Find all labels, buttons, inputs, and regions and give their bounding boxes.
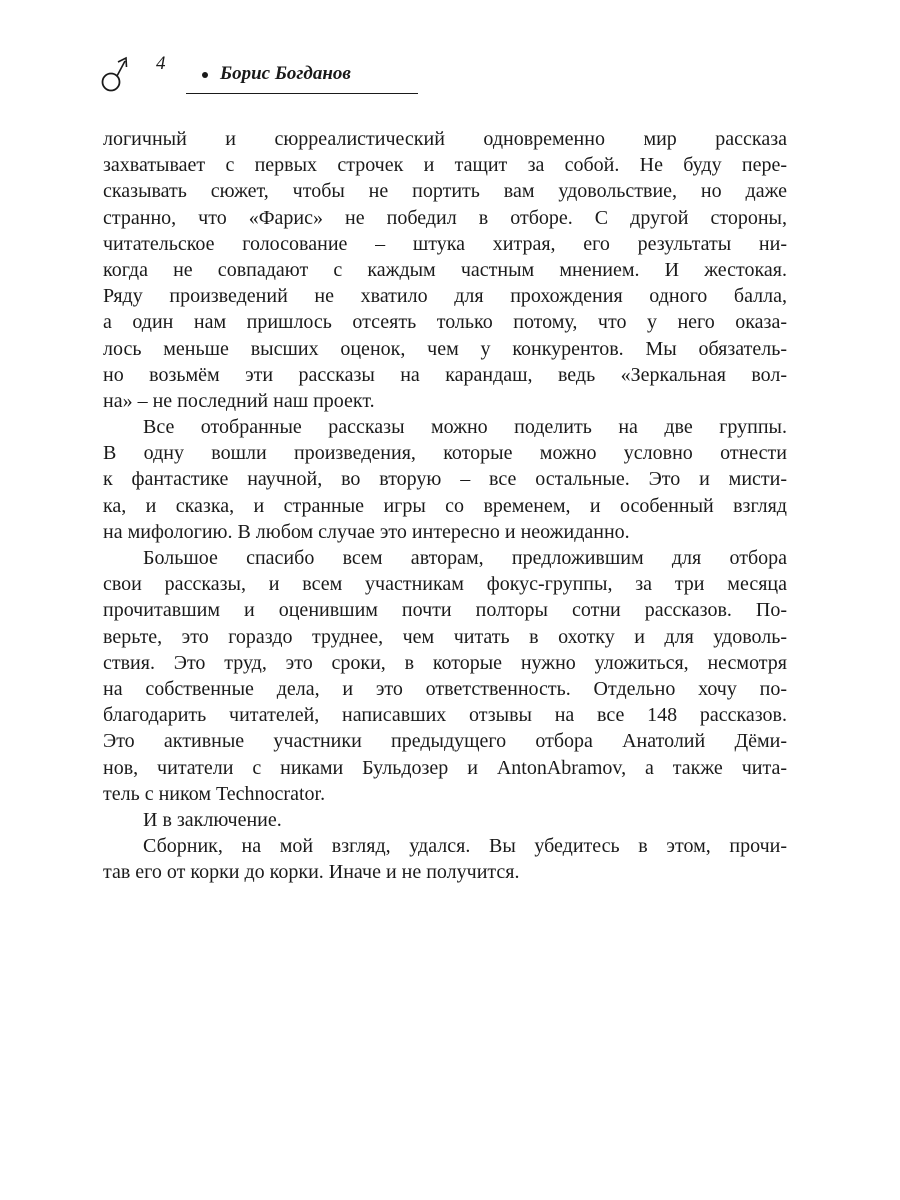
text-line: когда не совпадают с каждым частным мнением. И жестокая. [103,258,787,281]
header-bullet [202,72,208,78]
text-line: захватывает с первых строчек и тащит за собой. Не буду пере- [103,154,787,177]
text-line: логичный и сюрреалистический одновременно мир рассказа [103,128,787,150]
text-line: ствия. Это труд, это сроки, в которые нужно уложиться, несмотря [103,651,787,674]
text-line: нов, читатели с никами Бульдозер и AntonAbramov, а также чита- [103,756,787,779]
text-line: тав его от корки до корки. Иначе и не получится. [103,861,520,884]
paragraph [103,545,787,807]
body-text [103,126,787,885]
male-symbol-icon [98,52,138,96]
text-line: но возьмём эти рассказы на карандаш, ведь «Зеркальная вол- [103,363,787,386]
running-head-author: Борис Богданов [220,63,351,84]
text-line: свои рассказы, и всем участникам фокус-группы, за три месяца [103,573,787,596]
paragraph [103,807,787,833]
text-line: на мифологию. В любом случае это интересно и неожиданно. [103,520,630,543]
paragraph [103,126,787,414]
text-line: тель с ником Technocrator. [103,782,326,805]
running-head [98,52,423,98]
text-line: верьте, это гораздо труднее, чем читать в охотку и для удоволь- [103,625,787,648]
text-line: сказывать сюжет, чтобы не портить вам удовольствие, но даже [103,180,787,203]
page-number: 4 [156,53,166,74]
header-rule [186,93,418,94]
text-line: В одну вошли произведения, которые можно условно отнести [103,442,787,465]
text-line: лось меньше высших оценок, чем у конкурентов. Мы обязатель- [103,337,787,360]
text-line: прочитавшим и оценившим почти полторы сотни рассказов. По- [103,599,787,622]
text-line: Сборник, на мой взгляд, удался. Вы убедитесь в этом, прочи- [143,835,787,858]
text-line: на» – не последний наш проект. [103,389,375,412]
text-line: странно, что «Фарис» не победил в отборе. С другой стороны, [103,206,787,229]
paragraph [103,833,787,885]
text-line: ка, и сказка, и странные игры со временем, и особенный взгляд [103,494,787,517]
text-line: к фантастике научной, во вторую – все остальные. Это и мисти- [103,468,787,491]
text-line: а один нам пришлось отсеять только потому, что у него оказа- [103,311,787,334]
text-line: Ряду произведений не хватило для прохождения одного балла, [103,285,787,308]
paragraph [103,414,787,545]
text-line: Это активные участники предыдущего отбора Анатолий Дёми- [103,730,787,753]
text-line: благодарить читателей, написавших отзывы на все 148 рассказов. [103,704,787,727]
text-line: читательское голосование – штука хитрая, его результаты ни- [103,232,787,255]
text-line: Большое спасибо всем авторам, предложившим для отбора [143,547,787,569]
text-line: Все отобранные рассказы можно поделить на две группы. [143,416,787,439]
text-line: И в заключение. [143,808,282,831]
text-line: на собственные дела, и это ответственность. Отдельно хочу по- [103,677,787,700]
